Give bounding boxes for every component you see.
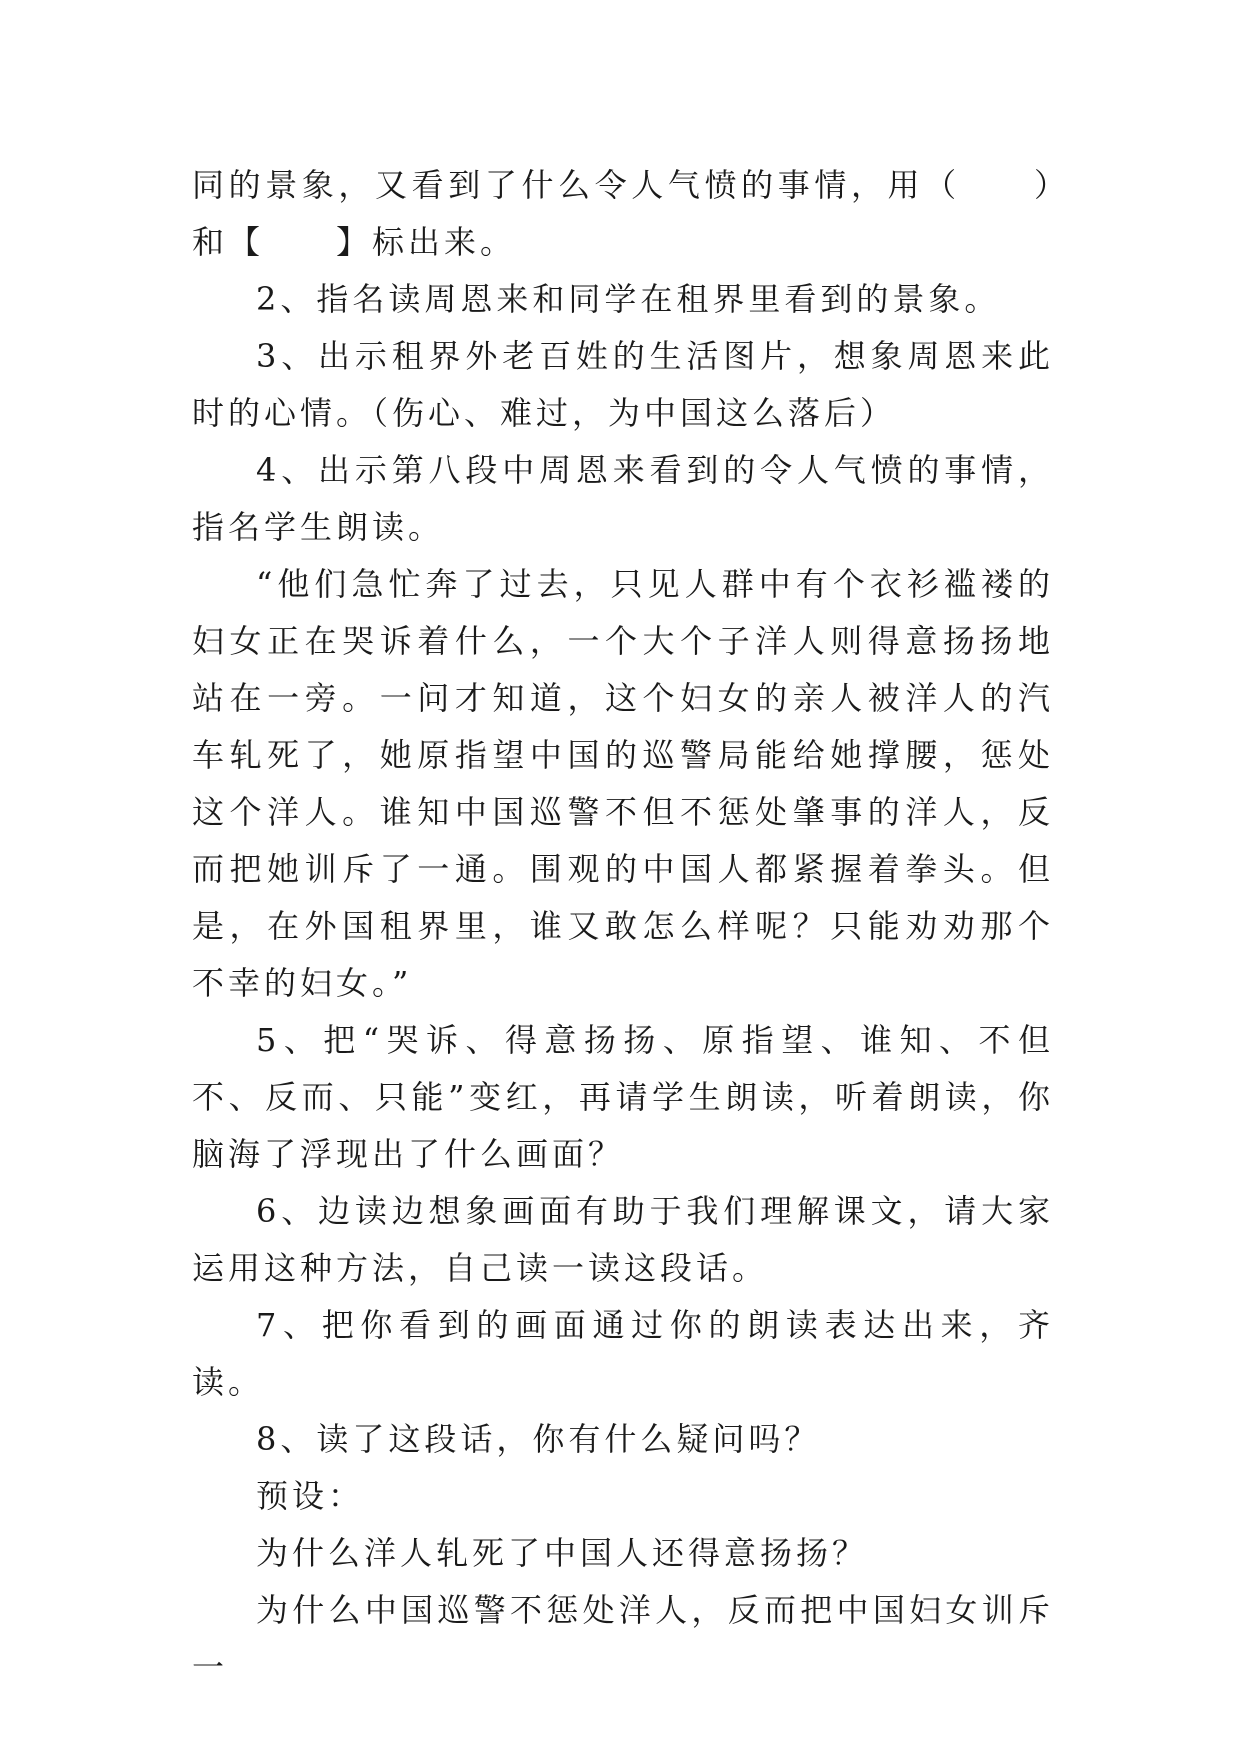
paragraph-step-8: 8、读了这段话，你有什么疑问吗？ [256, 1420, 821, 1458]
document-body [192, 157, 1054, 1696]
paragraph-quotation: “他们急忙奔了过去，只见人群中有个衣衫褴褛的妇女正在哭诉着什么，一个大个子洋人则得意扬扬地站在一旁。一问才知道，这个妇女的亲人被洋人的汽车轧死了，她原指望中国的巡警局能给她撑腰，惩处这个洋人。谁知中国巡警不但不惩处肇事的洋人，反而把她训斥了一通。围观的中国人都紧握着拳头。但是，在外国租界里，谁又敢怎么样呢？只能劝劝那个不幸的妇女。” [192, 565, 1054, 1002]
paragraph-question-2: 为什么中国巡警不惩处洋人，反而把中国妇女训斥一 [192, 1591, 1054, 1686]
paragraph-step-4: 4、出示第八段中周恩来看到的令人气愤的事情，指名学生朗读。 [192, 451, 1054, 546]
paragraph-step-6: 6、边读边想象画面有助于我们理解课文，请大家运用这种方法，自己读一读这段话。 [192, 1192, 1054, 1287]
paragraph-preset-label: 预设： [256, 1477, 365, 1515]
paragraph-step-3: 3、出示租界外老百姓的生活图片，想象周恩来此时的心情。（伤心、难过，为中国这么落后） [192, 337, 1054, 432]
paragraph-step-7: 7、把你看到的画面通过你的朗读表达出来，齐读。 [192, 1306, 1054, 1401]
paragraph-step-5: 5、把“哭诉、得意扬扬、原指望、谁知、不但不、反而、只能”变红，再请学生朗读，听着朗读，你脑海了浮现出了什么画面？ [192, 1021, 1054, 1173]
paragraph-question-1: 为什么洋人轧死了中国人还得意扬扬？ [256, 1534, 869, 1572]
paragraph-continuation: 同的景象，又看到了什么令人气愤的事情，用（ ）和【 】标出来。 [192, 166, 1054, 261]
paragraph-step-2: 2、指名读周恩来和同学在租界里看到的景象。 [256, 280, 1001, 318]
